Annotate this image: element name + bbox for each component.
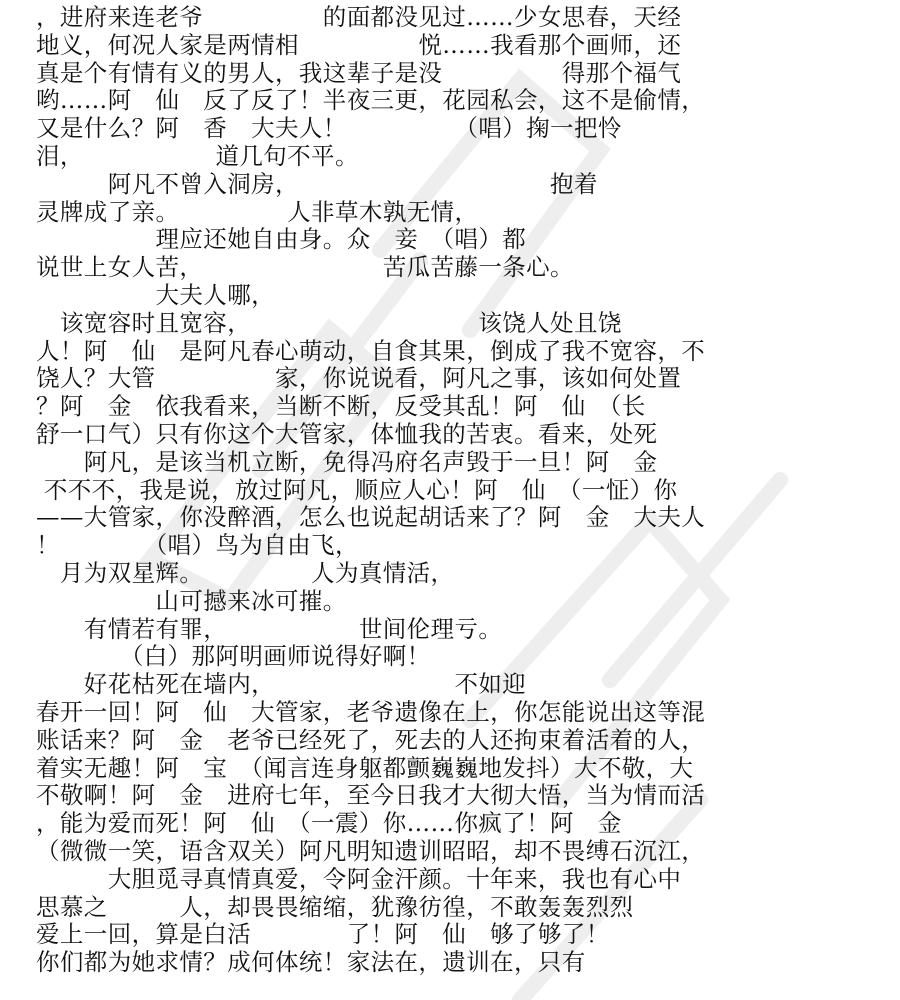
text-line: ，进府来连老爷 的面都没见过……少女思春，天经 [36,3,682,31]
text-line: 说世上女人苦， 苦瓜苦藤一条心。 [36,253,574,282]
text-line: （微微一笑，语含双关）阿凡明知遗训昭昭，却不畏缚石沉江， [36,836,706,865]
text-line: 灵牌成了亲。 人非草木孰无情， [36,197,479,226]
text-line: 着实无趣！阿 宝 （闻言连身躯都颤巍巍地发抖）大不敬，大 [36,753,694,782]
text-line: 人！阿 仙 是阿凡春心萌动，自食其果，倒成了我不宽容，不 [36,336,706,365]
text-line: （白）那阿明画师说得好啊！ [36,642,431,671]
text-line: 思慕之 人，却畏畏缩缩，犹豫彷徨，不敢轰轰烈烈 [36,892,634,921]
text-line: 春开一回！阿 仙 大管家，老爷遗像在上，你怎能说出这等混 [36,697,706,726]
text-line: 月为双星辉。 人为真情活， [36,558,455,587]
text-line: 山可撼来冰可摧。 [36,586,347,615]
text-line: 理应还她自由身。众 妾 （唱）都 [36,225,527,254]
text-line: 有情若有罪， 世间伦理亏。 [36,614,503,643]
text-line: 账话来？阿 金 老爷已经死了，死去的人还拘束着活着的人， [36,725,706,754]
text-line: ——大管家，你没醉酒，怎么也说起胡话来了？阿 金 大夫人 [36,503,706,532]
text-line: ？阿 金 依我看来，当断不断，反受其乱！阿 仙 （长 [36,392,646,421]
text-line: ，能为爱而死！阿 仙 （一震）你……你疯了！阿 金 [36,809,622,838]
text-line: ！ （唱）鸟为自由飞， [36,531,359,560]
text-line: 舒一口气）只有你这个大管家，体恤我的苦衷。看来，处死 [36,419,658,448]
text-line: 哟……阿 仙 反了反了！半夜三更，花园私会，这不是偷情， [36,86,706,115]
text-line: 不敬啊！阿 金 进府七年，至今日我才大彻大悟，当为情而活 [36,781,706,810]
text-line: 你们都为她求情？成何体统！家法在，遗训在，只有 [36,948,586,977]
text-line: 又是什么？阿 香 大夫人！ （唱）掬一把怜 [36,114,622,143]
text-line: 泪， 道几句不平。 [36,141,359,170]
text-line: 饶人？大管 家，你说说看，阿凡之事，该如何处置 [36,364,682,393]
text-line: 阿凡不曾入洞房， 抱着 [36,169,598,198]
document-body [36,4,876,977]
text-line: 好花枯死在墙内， 不如迎 [36,670,527,699]
text-line: 真是个有情有义的男人，我这辈子是没 得那个福气 [36,58,682,87]
text-line: 大胆觅寻真情真爱，令阿金汗颜。十年来，我也有心中 [36,864,682,893]
text-line: 地义，何况人家是两情相 悦……我看那个画师，还 [36,30,682,59]
text-line: 该宽容时且宽容， 该饶人处且饶 [36,308,622,337]
text-line: 不不不，我是说，放过阿凡，顺应人心！阿 仙 （一怔）你 [36,475,678,504]
text-line: 爱上一回，算是白活 了！阿 仙 够了够了！ [36,920,610,949]
text-line: 大夫人哪， [36,280,275,309]
text-line: 阿凡，是该当机立断，免得冯府名声毁于一旦！阿 金 [36,447,658,476]
